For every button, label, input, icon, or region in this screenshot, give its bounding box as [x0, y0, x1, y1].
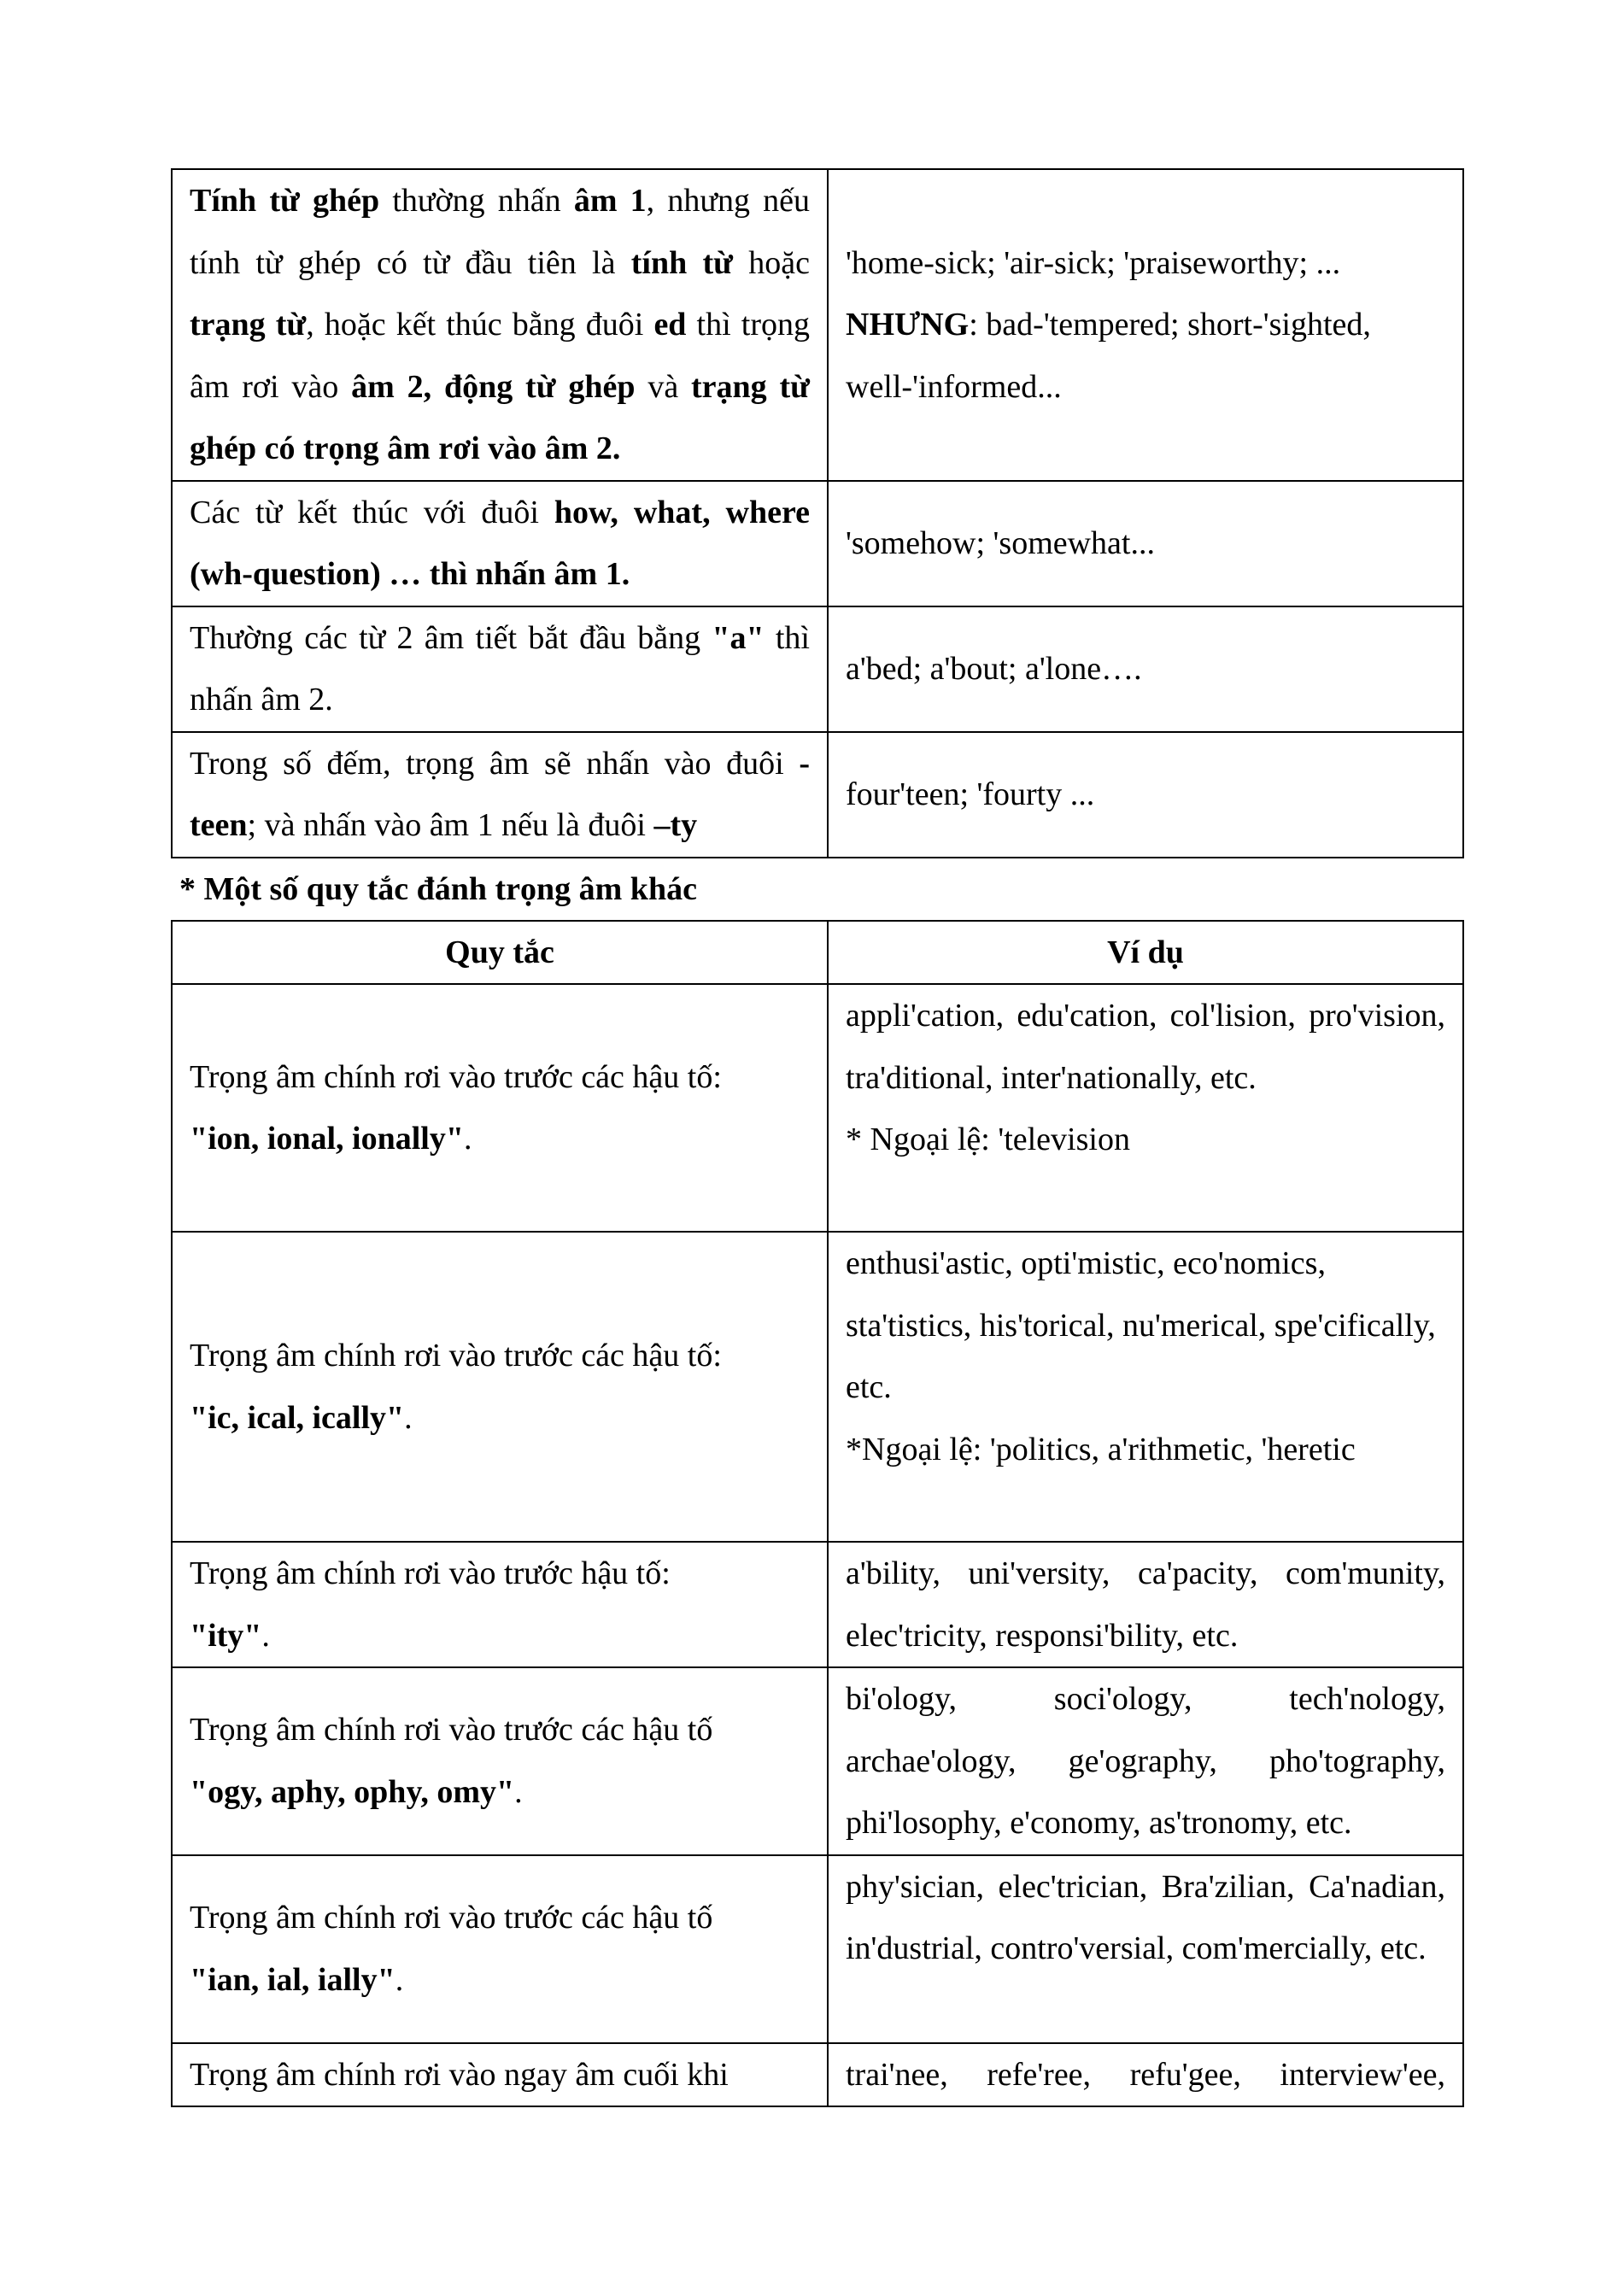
rule-end: . — [514, 1773, 523, 1810]
rule-text: Trọng âm chính rơi vào trước hậu tố: — [190, 1555, 671, 1591]
example-text: four'teen; 'fourty ... — [846, 776, 1095, 812]
rule-suffixes — [190, 1387, 810, 1450]
rule-text: ed — [653, 307, 687, 343]
example-cell — [828, 1667, 1463, 1855]
rule-suffixes — [190, 1605, 810, 1667]
example-cell — [828, 1855, 1463, 2043]
suffix-list: "ian, ial, ially" — [190, 1961, 395, 1998]
rule-text: Trọng âm chính rơi vào trước các hậu tố: — [190, 1338, 722, 1374]
rule-end: . — [261, 1617, 270, 1654]
example-text: a'bed; a'bout; a'lone…. — [846, 650, 1142, 687]
rule-cell — [172, 481, 828, 606]
rule-suffixes — [190, 1108, 810, 1170]
example-text: phy'sician, elec'trician, Bra'zilian, Ca'nadian, in'dustrial, contro'versial, com'mercially, etc. — [846, 1868, 1445, 1966]
rule-cell — [172, 1542, 828, 1667]
rule-text: hoặc — [732, 244, 811, 281]
document-page — [171, 168, 1462, 2107]
rule-text: , hoặc kết thúc bằng đuôi — [306, 307, 654, 343]
rule-text: Các từ kết thúc với đuôi — [190, 494, 554, 530]
example-cell — [828, 169, 1463, 481]
rule-text: Trọng âm chính rơi vào trước các hậu tố — [190, 1900, 713, 1936]
example-text: * Ngoại lệ: 'television — [846, 1122, 1130, 1157]
rule-cell — [172, 1232, 828, 1542]
example-text: appli'cation, edu'cation, col'lision, pro'vision, tra'ditional, inter'nationally, etc. — [846, 998, 1445, 1096]
example-text: bi'ology, soci'ology, tech'nology, archae'ology, ge'ography, pho'tography, phi'losophy, e'conomy, as'tronomy, etc. — [846, 1681, 1445, 1841]
stress-rules-table-1 — [171, 168, 1464, 858]
example-text: enthusi'astic, opti'mistic, eco'nomics, — [846, 1245, 1326, 1281]
table-row — [172, 606, 1463, 732]
rule-text: -teen — [190, 745, 810, 843]
table-header-row — [172, 921, 1463, 985]
rule-text: thì nhấn âm 2. — [190, 619, 810, 718]
rule-suffixes — [190, 1949, 810, 2012]
rule-cell — [172, 984, 828, 1232]
table-row — [172, 169, 1463, 481]
suffix-list: "ogy, aphy, ophy, omy" — [190, 1773, 515, 1810]
example-text: 'home-sick; 'air-sick; 'praiseworthy; ... — [846, 244, 1341, 281]
rule-text: –ty — [653, 807, 698, 843]
rule-text: Trọng âm chính rơi vào trước các hậu tố: — [190, 1058, 722, 1095]
example-text: etc. — [846, 1369, 892, 1405]
rule-text: Thường các từ 2 âm tiết bắt đầu bằng — [190, 619, 712, 656]
rule-end: . — [395, 1961, 404, 1998]
rule-cell — [172, 1855, 828, 2043]
rule-text: how, what, where (wh-question) … thì nhấn âm 1. — [190, 494, 810, 592]
example-cell — [828, 481, 1463, 606]
suffix-list: "ic, ical, ically" — [190, 1399, 405, 1436]
example-text: trai'nee, refe'ree, refu'gee, interview'ee, — [846, 2056, 1445, 2093]
rule-text: "a" — [712, 619, 765, 656]
rule-text: ; và nhấn vào âm 1 nếu là đuôi — [247, 807, 654, 843]
table-row — [172, 1542, 1463, 1667]
rule-cell — [172, 1667, 828, 1855]
table-row — [172, 481, 1463, 606]
table-row — [172, 1855, 1463, 2043]
rule-cell — [172, 732, 828, 858]
rule-text: thì trọng âm rơi vào — [190, 307, 810, 405]
example-highlight: NHƯNG — [846, 307, 970, 343]
suffix-list: "ion, ional, ionally" — [190, 1121, 464, 1157]
rule-cell — [172, 2043, 828, 2107]
example-cell — [828, 732, 1463, 858]
stress-rules-table-2 — [171, 920, 1464, 2108]
rule-text: Trọng âm chính rơi vào trước các hậu tố — [190, 1712, 713, 1748]
section-heading: * Một số quy tắc đánh trọng âm khác — [179, 870, 697, 907]
rule-text: âm 1 — [573, 183, 647, 219]
rule-text: trạng từ — [190, 307, 307, 343]
example-cell — [828, 2043, 1463, 2107]
header-example: Ví dụ — [828, 921, 1463, 985]
example-cell — [828, 1232, 1463, 1542]
rule-end: . — [404, 1399, 413, 1436]
table-row — [172, 1232, 1463, 1542]
rule-text: thường nhấn — [379, 183, 574, 219]
rule-text: Trọng âm chính rơi vào ngay âm cuối khi — [190, 2056, 729, 2093]
rule-text: âm 2, động từ ghép — [351, 368, 636, 405]
rule-text: Trong số đếm, trọng âm sẽ nhấn vào đuôi — [190, 745, 800, 782]
rule-cell — [172, 606, 828, 732]
rule-end: . — [463, 1121, 472, 1157]
example-text: sta'tistics, his'torical, nu'merical, spe'cifically, — [846, 1307, 1436, 1344]
example-text — [846, 294, 1445, 418]
example-rest: : bad-'tempered; short-'sighted, well-'informed... — [846, 307, 1371, 405]
example-text: 'somehow; 'somewhat... — [846, 524, 1155, 561]
rule-cell — [172, 169, 828, 481]
table-row — [172, 2043, 1463, 2107]
rule-text: và — [635, 368, 692, 405]
header-rule: Quy tắc — [172, 921, 828, 985]
rule-text: Tính từ ghép — [190, 183, 380, 219]
example-cell — [828, 984, 1463, 1232]
example-text: *Ngoại lệ: 'politics, a'rithmetic, 'heretic — [846, 1431, 1356, 1467]
table-row — [172, 1667, 1463, 1855]
suffix-list: "ity" — [190, 1617, 262, 1654]
example-text: a'bility, uni'versity, ca'pacity, com'munity, elec'tricity, responsi'bility, etc. — [846, 1555, 1445, 1654]
rule-suffixes — [190, 1761, 810, 1824]
rule-text: trạng từ ghép có trọng âm rơi vào âm 2. — [190, 368, 810, 466]
table-row — [172, 984, 1463, 1232]
rule-text: , nhưng nếu tính từ ghép có từ đầu tiên là — [190, 183, 810, 281]
example-cell — [828, 606, 1463, 732]
table-row — [172, 732, 1463, 858]
rule-text: tính từ — [630, 244, 733, 281]
example-cell — [828, 1542, 1463, 1667]
